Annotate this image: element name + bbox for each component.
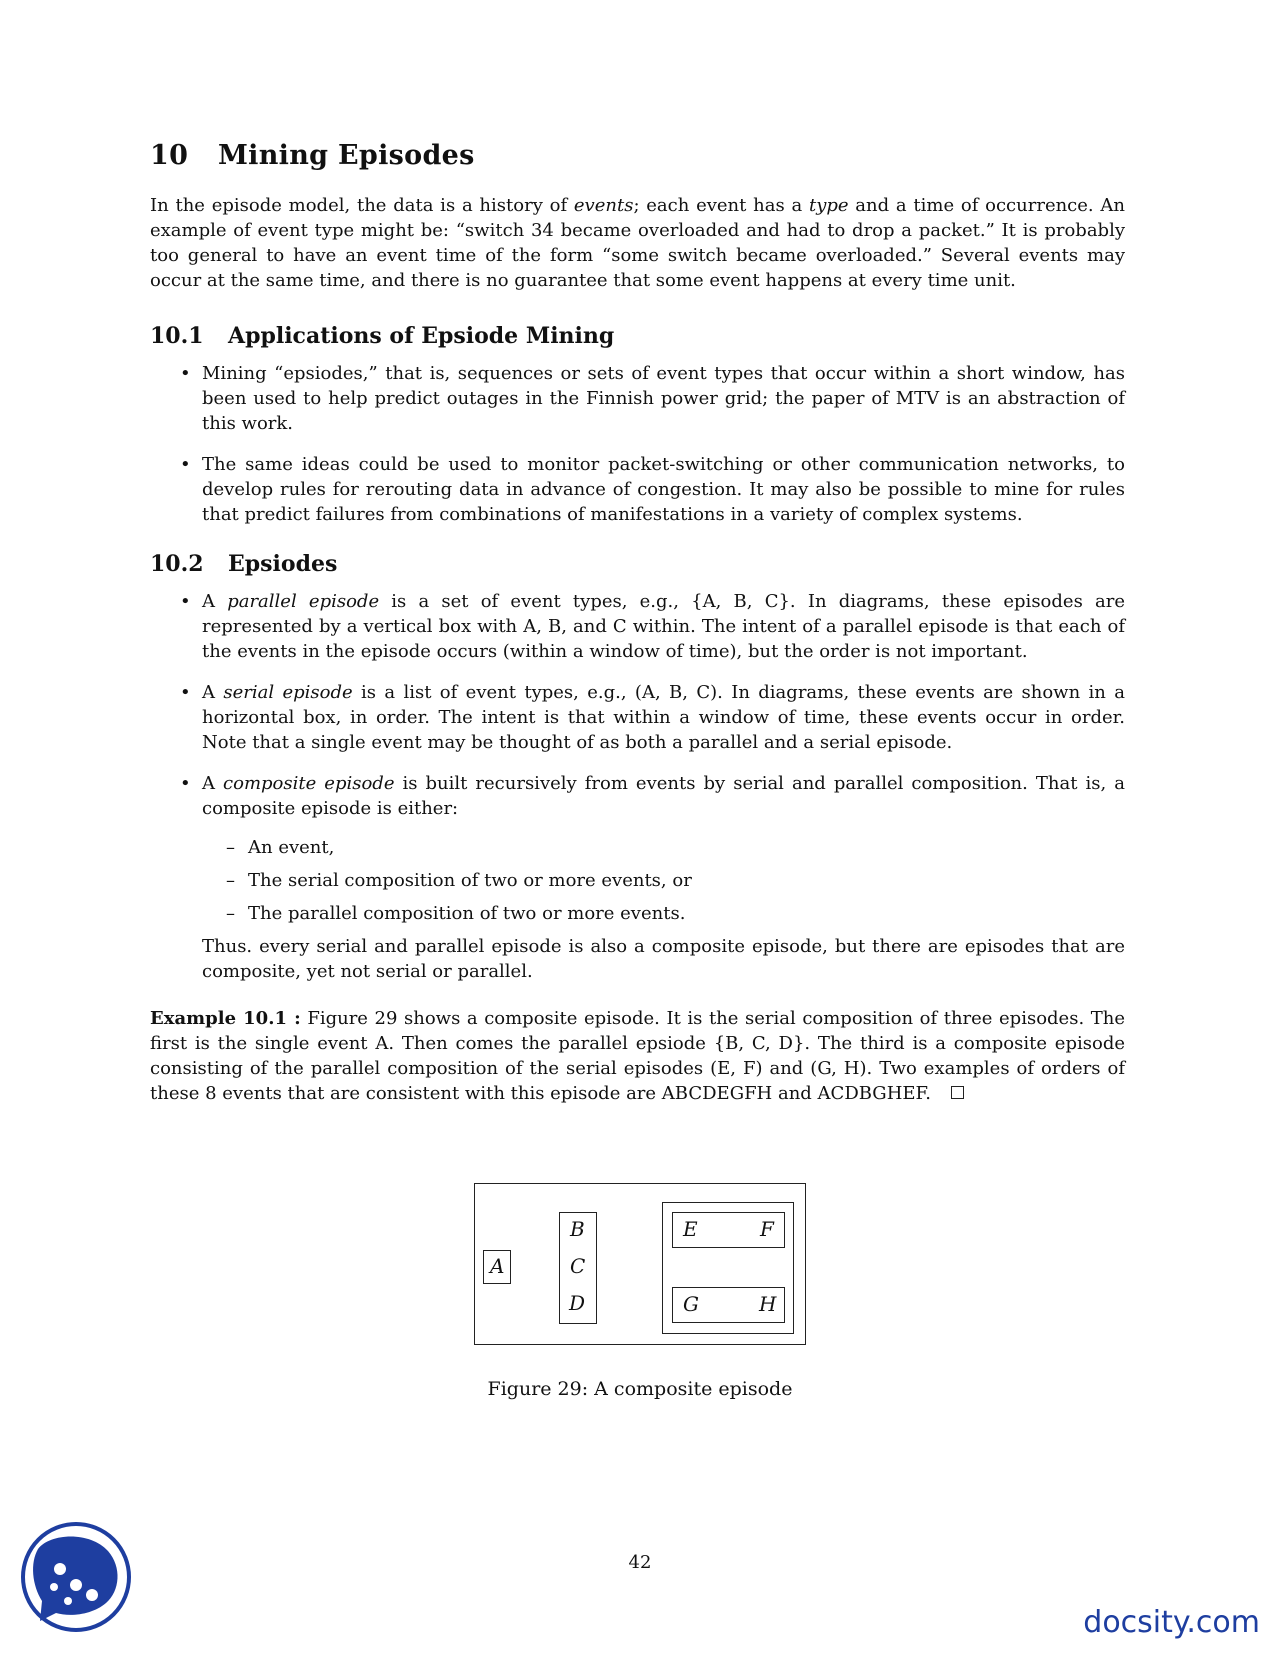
label-e: E — [683, 1217, 698, 1241]
intro-term-events: events — [573, 195, 634, 216]
intro-term-type: type — [808, 195, 849, 216]
label-a: A — [490, 1254, 505, 1278]
intro-text-1: In the episode model, the data is a history of — [150, 195, 574, 216]
label-d: D — [569, 1291, 586, 1315]
composite-episode-figure — [474, 1183, 806, 1345]
label-c: C — [570, 1254, 586, 1278]
subsection-number: 10.1 — [150, 323, 204, 349]
qed-icon — [951, 1086, 964, 1099]
item-text: A — [202, 591, 228, 612]
brand-watermark[interactable]: docsity.com — [1083, 1605, 1260, 1640]
subsection-title: Applications of Epsiode Mining — [228, 323, 615, 349]
subsection-heading-10-2 — [150, 551, 1125, 577]
episodes-list — [150, 589, 1125, 926]
list-item-composite — [150, 771, 1125, 926]
dash-item: – The serial composition of two or more events, or — [202, 868, 1125, 893]
item-text: is a list of event types, e.g., (A, B, C). In diagrams, these events are shown in a horizontal box, in order. The intent is that within a window of time, these events occur in order. Note that a single event may be thought of as both a parallel and a serial episode. — [202, 682, 1125, 753]
section-heading — [150, 140, 1125, 171]
subsection-title: Epsiodes — [228, 551, 338, 577]
dash-item: – An event, — [202, 835, 1125, 860]
item-term: composite episode — [223, 773, 395, 794]
intro-text-3: and a time of occurrence. An example of event type might be: “switch 34 became overloaded and had to drop a packet.” It is probably too general to have an event time of the form “some switch became overloaded.” Several events may occur at the same time, and there is no guarantee that some event happens at every time unit. — [150, 195, 1125, 291]
section-number: 10 — [150, 140, 189, 171]
composite-cases-list — [202, 835, 1125, 926]
label-b: B — [570, 1217, 585, 1241]
example-label: Example 10.1 : — [150, 1008, 301, 1029]
item-text: is built recursively from events by serial and parallel composition. That is, a composite episode is either: — [202, 773, 1125, 819]
page-number: 42 — [628, 1552, 652, 1573]
intro-paragraph — [150, 193, 1125, 293]
label-g: G — [683, 1292, 699, 1316]
figure-caption: Figure 29: A composite episode — [487, 1378, 793, 1400]
intro-text-2: ; each event has a — [633, 195, 809, 216]
item-text: is a set of event types, e.g., {A, B, C}. In diagrams, these episodes are represented by a vertical box with A, B, and C within. The intent of a parallel episode is that each of the events in the episode occurs (within a window of time), but the order is not important. — [202, 591, 1125, 662]
item-text: A — [202, 682, 224, 703]
subsection-number: 10.2 — [150, 551, 204, 577]
list-item: • The same ideas could be used to monitor packet-switching or other communication networks, to develop rules for rerouting data in advance of congestion. It may also be possible to mine for rules that predict failures from combinations of manifestations in a variety of complex systems. — [150, 452, 1125, 527]
dash-item: – The parallel composition of two or more events. — [202, 901, 1125, 926]
docsity-logo-icon — [20, 1521, 132, 1633]
list-item-serial — [150, 680, 1125, 755]
section-title: Mining Episodes — [218, 140, 475, 171]
item-term: parallel episode — [227, 591, 380, 612]
example-text: Figure 29 shows a composite episode. It is the serial composition of three episodes. The first is the single event A. Then comes the parallel epsiode {B, C, D}. The third is a composite episode consisting of the parallel composition of the serial episodes (E, F) and (G, H). Two examples of orders of these 8 events that are consistent with this episode are ABCDEGFH and ACDBGHEF. — [150, 1008, 1125, 1104]
example-paragraph — [150, 1006, 1125, 1106]
list-item: • Mining “epsiodes,” that is, sequences or sets of event types that occur within a short window, has been used to help predict outages in the Finnish power grid; the paper of MTV is an abstraction of this work. — [150, 361, 1125, 436]
item-text: A — [202, 773, 224, 794]
applications-list — [150, 361, 1125, 527]
subsection-heading-10-1 — [150, 323, 1125, 349]
page-body — [150, 140, 1125, 1106]
item-term: serial episode — [223, 682, 353, 703]
composite-note: Thus. every serial and parallel episode is also a composite episode, but there are episodes that are composite, yet not serial or parallel. — [202, 936, 1125, 982]
list-item-parallel — [150, 589, 1125, 664]
label-h: H — [759, 1292, 777, 1316]
label-f: F — [760, 1217, 774, 1241]
